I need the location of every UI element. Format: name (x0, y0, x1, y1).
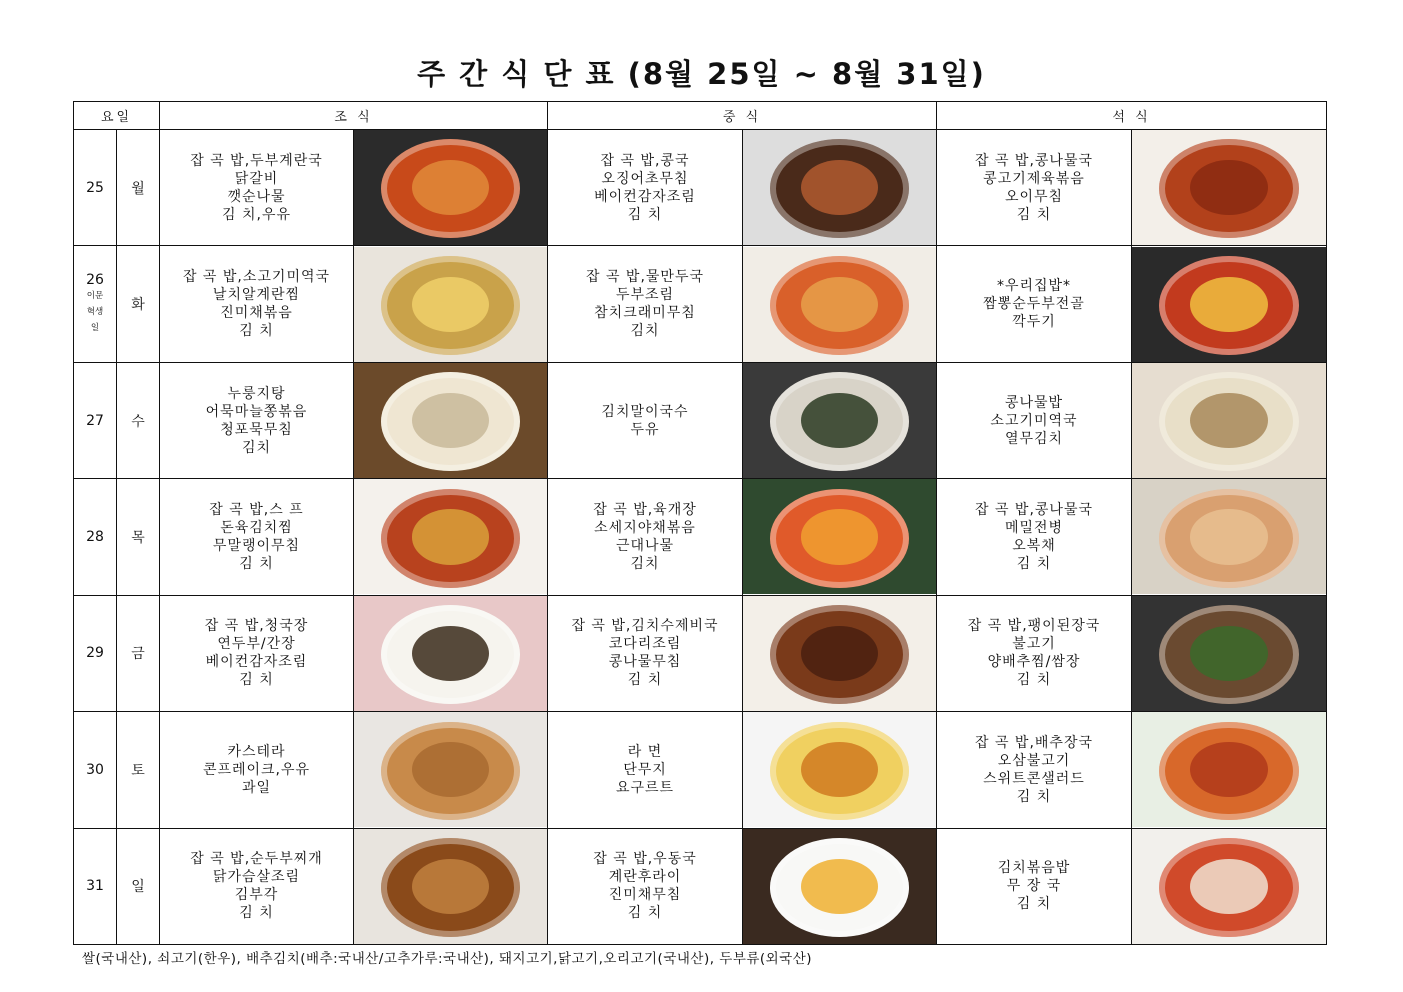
lunch-photo (743, 362, 937, 478)
lunch-dishes (548, 362, 743, 478)
lunch-photo (743, 595, 937, 711)
dish-item: 잡 곡 밥,스 프 (209, 501, 304, 518)
food-shape (801, 626, 878, 681)
dish-item: 김 치 (1016, 788, 1052, 805)
dish-item: 잡 곡 밥,팽이된장국 (967, 618, 1101, 635)
food-shape (801, 160, 878, 215)
food-shape (801, 393, 878, 448)
dish-item: 잡 곡 밥,청국장 (204, 618, 309, 635)
dish-item: 잡 곡 밥,물만두국 (585, 269, 705, 286)
dish-item: 잡 곡 밥,배추장국 (974, 734, 1094, 751)
dish-item: 열무김치 (1004, 430, 1064, 447)
dish-item: 김치 (630, 555, 660, 572)
dish-item: 소세지야채볶음 (594, 519, 696, 536)
breakfast-photo (354, 595, 548, 711)
dish-item: 스위트콘샐러드 (983, 770, 1085, 787)
dinner-photo (1132, 595, 1327, 711)
dish-item: 잡 곡 밥,육개장 (593, 501, 697, 518)
lunch-dishes (548, 828, 743, 944)
food-image (743, 596, 936, 711)
dish-item: 카스테라 (227, 743, 286, 760)
dish-item: 김치볶음밥 (997, 860, 1071, 877)
menu-row (74, 828, 1327, 944)
lunch-photo (743, 712, 937, 828)
food-image (354, 130, 547, 245)
dish-item: 돈육김치찜 (220, 519, 293, 536)
dish-item: 무말랭이무침 (212, 537, 301, 554)
food-image (1132, 363, 1326, 478)
dish-item: 깻순나물 (227, 188, 286, 205)
menu-row (74, 362, 1327, 478)
dish-item: 김치 (241, 439, 272, 456)
dish-item: 김부각 (234, 887, 279, 904)
lunch-photo (743, 828, 937, 944)
weekday-cell: 수 (117, 362, 160, 478)
lunch-photo (743, 479, 937, 595)
food-image (743, 479, 936, 594)
food-shape (1190, 859, 1268, 914)
dinner-photo (1132, 362, 1327, 478)
dish-item: 콩고기제육볶음 (983, 170, 1085, 187)
dish-item: 두부조림 (615, 287, 675, 304)
dinner-photo (1132, 479, 1327, 595)
dish-item: 콩나물무침 (608, 654, 682, 671)
food-image (1132, 479, 1326, 594)
header-dinner: 석 식 (937, 102, 1327, 130)
dish-item: 김 치 (1016, 206, 1052, 223)
dish-item: 양배추찜/쌈장 (987, 654, 1081, 671)
date-number: 31 (86, 878, 104, 895)
breakfast-photo (354, 828, 548, 944)
menu-row (74, 712, 1327, 828)
food-shape (412, 160, 489, 215)
dish-item: 김 치 (239, 323, 274, 340)
dinner-dishes (937, 712, 1132, 828)
weekday-cell: 화 (117, 246, 160, 362)
dish-item: 잡 곡 밥,김치수제비국 (571, 618, 719, 635)
food-shape (412, 509, 489, 564)
dish-item: 닭갈비 (234, 170, 279, 187)
dish-item: 김 치 (1016, 555, 1052, 572)
food-image (1132, 829, 1326, 944)
date-cell (74, 130, 117, 246)
dish-item: 베이컨감자조림 (205, 654, 308, 671)
dish-item: 김 치 (627, 672, 663, 689)
food-image (743, 829, 936, 944)
dish-item: 김 치 (627, 206, 663, 223)
food-shape (412, 626, 489, 681)
lunch-dishes (548, 595, 743, 711)
breakfast-dishes (160, 362, 354, 478)
menu-row (74, 130, 1327, 246)
food-image (743, 130, 936, 245)
dish-item: 과일 (241, 779, 272, 796)
dinner-photo (1132, 130, 1327, 246)
dinner-dishes (937, 828, 1132, 944)
dish-item: 김 치 (239, 672, 274, 689)
day-note: 이문 (86, 291, 104, 302)
date-number: 30 (86, 761, 104, 778)
date-cell (74, 362, 117, 478)
food-shape (412, 393, 489, 448)
dish-item: 잡 곡 밥,순두부찌개 (190, 851, 323, 868)
dish-item: 오복채 (1012, 537, 1056, 554)
dinner-photo (1132, 712, 1327, 828)
dish-item: 요구르트 (615, 779, 675, 796)
dish-item: 깍두기 (1012, 314, 1056, 331)
date-cell (74, 595, 117, 711)
dish-item: 어묵마늘쫑볶음 (205, 403, 308, 420)
food-shape (1190, 393, 1268, 448)
weekly-menu-table (73, 101, 1327, 945)
dish-item: 콩나물밥 (1004, 394, 1064, 411)
dish-item: 김 치 (1016, 672, 1052, 689)
lunch-dishes (548, 246, 743, 362)
lunch-dishes (548, 712, 743, 828)
dish-item: 김 치 (239, 555, 274, 572)
food-shape (1190, 509, 1268, 564)
dish-item: 근대나물 (615, 537, 675, 554)
food-shape (1190, 742, 1268, 797)
food-shape (412, 742, 489, 797)
breakfast-dishes (160, 246, 354, 362)
dish-item: 콘프레이크,우유 (202, 761, 311, 778)
food-image (354, 829, 547, 944)
dish-item: 소고기미역국 (990, 412, 1078, 429)
header-lunch: 중 식 (548, 102, 937, 130)
food-image (1132, 596, 1326, 711)
food-image (1132, 130, 1326, 245)
lunch-photo (743, 130, 937, 246)
dish-item: 단무지 (623, 761, 667, 778)
food-shape (412, 859, 489, 914)
food-shape (801, 277, 878, 332)
date-number: 28 (86, 528, 104, 545)
food-shape (801, 742, 878, 797)
dish-item: 잡 곡 밥,콩나물국 (974, 501, 1094, 518)
weekday-cell: 토 (117, 712, 160, 828)
breakfast-photo (354, 712, 548, 828)
page-title: 주 간 식 단 표 (8월 25일 ~ 8월 31일) (417, 57, 986, 91)
dish-item: 메밀전병 (1004, 519, 1064, 536)
menu-row (74, 479, 1327, 595)
breakfast-dishes (160, 712, 354, 828)
menu-row (74, 246, 1327, 362)
lunch-photo (743, 246, 937, 362)
date-number: 29 (86, 645, 104, 662)
dish-item: 오이무침 (1004, 188, 1064, 205)
food-image (354, 363, 547, 478)
breakfast-photo (354, 479, 548, 595)
dish-item: 김 치 (239, 905, 274, 922)
date-cell (74, 828, 117, 944)
food-image (1132, 247, 1326, 362)
dish-item: 잡 곡 밥,콩나물국 (974, 152, 1094, 169)
day-note: 일 (90, 323, 100, 334)
day-note: 혁생 (86, 307, 104, 318)
dish-item: 김 치 (1016, 896, 1052, 913)
header-day: 요일 (74, 102, 160, 130)
dish-item: 베이컨감자조림 (594, 188, 696, 205)
food-shape (801, 859, 878, 914)
dish-item: 진미채볶음 (220, 305, 293, 322)
dish-item: 닭가슴살조림 (212, 869, 301, 886)
lunch-dishes (548, 130, 743, 246)
food-image (743, 247, 936, 362)
weekday-cell: 일 (117, 828, 160, 944)
date-number: 27 (86, 412, 104, 429)
food-image (354, 479, 547, 594)
dinner-dishes (937, 246, 1132, 362)
header-row (74, 102, 1327, 130)
dinner-dishes (937, 595, 1132, 711)
dish-item: 김 치 (627, 905, 663, 922)
lunch-dishes (548, 479, 743, 595)
breakfast-photo (354, 130, 548, 246)
dinner-dishes (937, 130, 1132, 246)
dish-item: 김 치,우유 (222, 206, 291, 223)
dinner-photo (1132, 828, 1327, 944)
date-cell (74, 246, 117, 362)
date-cell (74, 479, 117, 595)
breakfast-dishes (160, 479, 354, 595)
dish-item: *우리집밥* (996, 278, 1072, 295)
dish-item: 계란후라이 (608, 869, 682, 886)
dish-item: 누룽지탕 (227, 385, 286, 402)
date-cell (74, 712, 117, 828)
dish-item: 오삼불고기 (997, 752, 1071, 769)
dish-item: 진미채무침 (608, 887, 682, 904)
weekday-cell: 금 (117, 595, 160, 711)
food-image (743, 712, 936, 827)
food-shape (801, 509, 878, 564)
menu-row (74, 595, 1327, 711)
origin-footnote: 쌀(국내산), 쇠고기(한우), 배추김치(배추:국내산/고추가루:국내산), 돼지고기,닭고기,오리고기(국내산), 두부류(외국산) (82, 951, 813, 967)
food-image (354, 247, 547, 362)
weekday-cell: 월 (117, 130, 160, 246)
food-shape (1190, 277, 1268, 332)
food-image (1132, 712, 1326, 827)
dish-item: 잡 곡 밥,우동국 (593, 851, 697, 868)
food-image (354, 712, 547, 827)
dinner-photo (1132, 246, 1327, 362)
food-image (354, 596, 547, 711)
breakfast-dishes (160, 130, 354, 246)
dinner-dishes (937, 479, 1132, 595)
dish-item: 날치알계란찜 (212, 287, 301, 304)
dinner-dishes (937, 362, 1132, 478)
dish-item: 오징어초무침 (601, 170, 689, 187)
date-number: 26 (86, 272, 104, 289)
date-number: 25 (86, 179, 104, 196)
dish-item: 잡 곡 밥,소고기미역국 (182, 269, 331, 286)
dish-item: 연두부/간장 (217, 636, 296, 653)
dish-item: 코다리조림 (608, 636, 682, 653)
breakfast-photo (354, 246, 548, 362)
dish-item: 두유 (630, 421, 660, 438)
dish-item: 불고기 (1012, 636, 1056, 653)
food-image (743, 363, 936, 478)
header-breakfast: 조 식 (160, 102, 548, 130)
dish-item: 잡 곡 밥,콩국 (600, 152, 690, 169)
dish-item: 잡 곡 밥,두부계란국 (190, 152, 323, 169)
food-shape (412, 277, 489, 332)
dish-item: 청포묵무침 (220, 421, 293, 438)
breakfast-photo (354, 362, 548, 478)
breakfast-dishes (160, 595, 354, 711)
dish-item: 무 장 국 (1006, 878, 1062, 895)
breakfast-dishes (160, 828, 354, 944)
dish-item: 참치크래미무침 (594, 305, 696, 322)
dish-item: 김치말이국수 (601, 403, 689, 420)
food-shape (1190, 626, 1268, 681)
food-shape (1190, 160, 1268, 215)
dish-item: 라 면 (627, 743, 663, 760)
dish-item: 김치 (630, 323, 660, 340)
weekday-cell: 목 (117, 479, 160, 595)
dish-item: 짬뽕순두부전골 (983, 296, 1085, 313)
